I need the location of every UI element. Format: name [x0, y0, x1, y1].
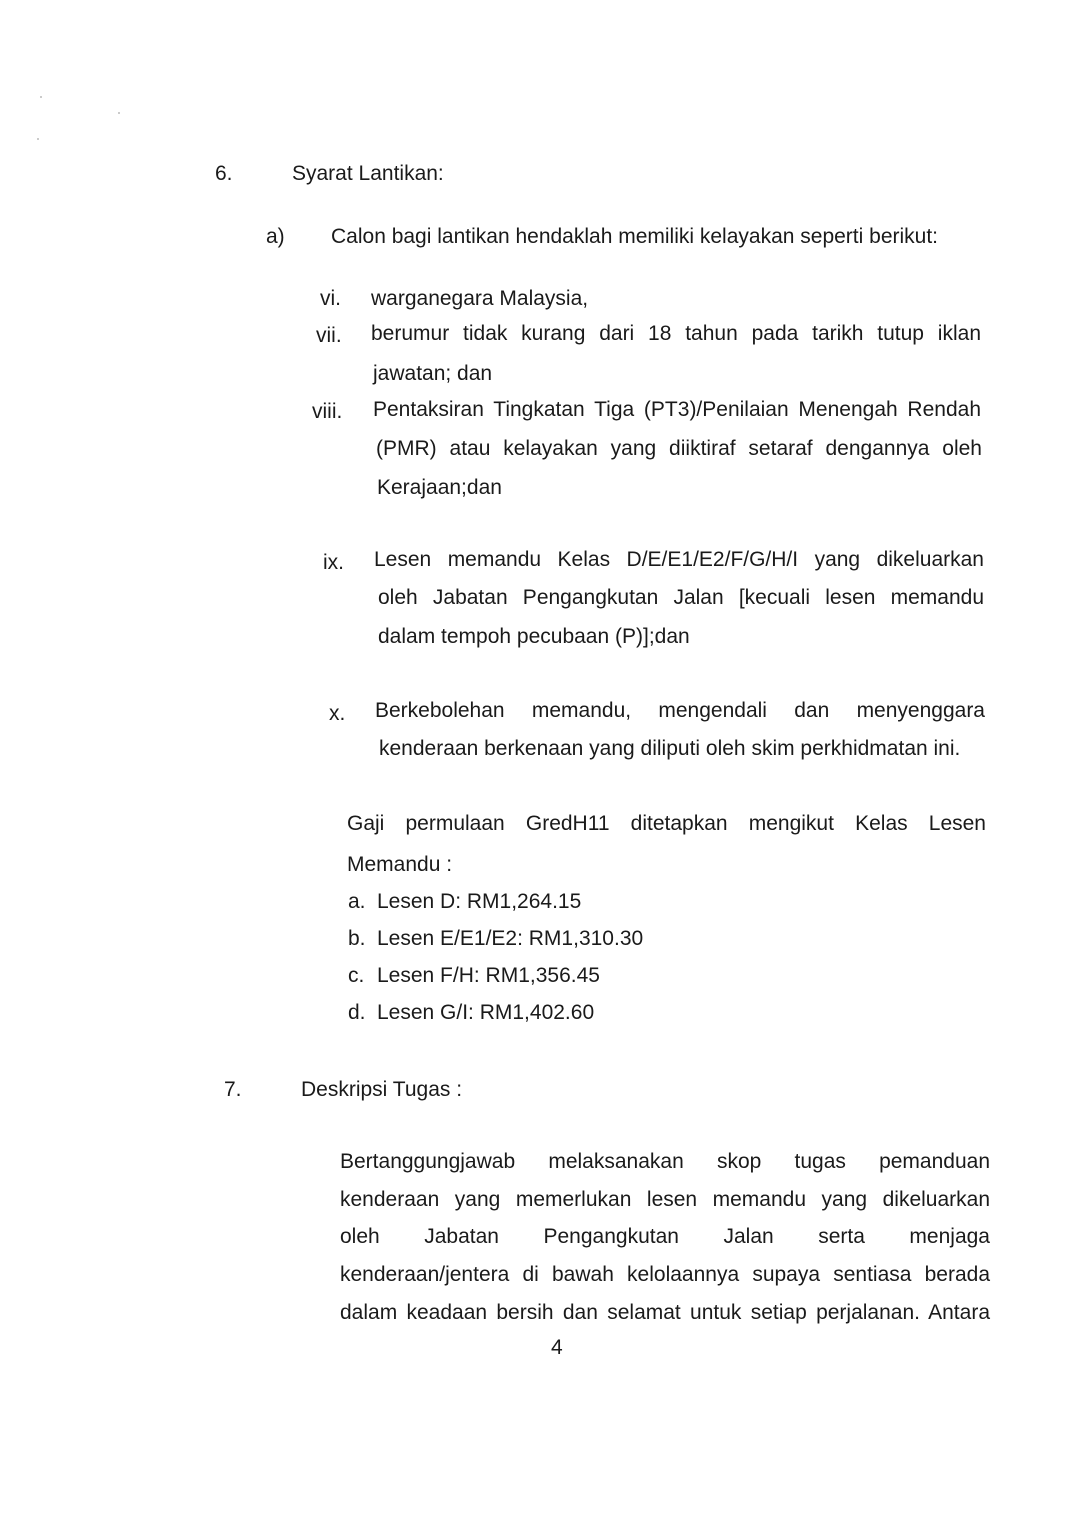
salary-entry-label: b.: [348, 927, 366, 950]
description-line: Bertanggungjawab melaksanakan skop tugas pemanduan: [340, 1150, 990, 1173]
item-numeral: ix.: [323, 551, 344, 574]
scan-speck: [118, 112, 120, 114]
description-line: kenderaan/jentera di bawah kelolaannya supaya sentiasa berada: [340, 1263, 990, 1286]
item-text: oleh Jabatan Pengangkutan Jalan [kecuali lesen memandu: [378, 586, 984, 609]
section-7-title: Deskripsi Tugas :: [301, 1078, 463, 1101]
item-text: Berkebolehan memandu, mengendali dan menyenggara: [375, 699, 985, 722]
description-line: oleh Jabatan Pengangkutan Jalan serta menjaga: [340, 1225, 990, 1248]
salary-entry-label: c.: [348, 964, 365, 987]
salary-entry: Lesen F/H: RM1,356.45: [377, 964, 600, 987]
sub-a-text: Calon bagi lantikan hendaklah memiliki kelayakan seperti berikut:: [331, 225, 939, 248]
section-6-number: 6.: [215, 162, 233, 185]
item-text: kenderaan berkenaan yang diliputi oleh skim perkhidmatan ini.: [379, 737, 961, 760]
salary-intro: Gaji permulaan GredH11 ditetapkan mengikut Kelas Lesen: [347, 812, 986, 835]
section-6-title: Syarat Lantikan:: [292, 162, 444, 185]
salary-entry: Lesen G/I: RM1,402.60: [377, 1001, 595, 1024]
item-text: warganegara Malaysia,: [371, 287, 589, 310]
item-text: Lesen memandu Kelas D/E/E1/E2/F/G/H/I yang dikeluarkan: [374, 548, 984, 571]
item-text: dalam tempoh pecubaan (P)];dan: [378, 625, 690, 648]
item-text: (PMR) atau kelayakan yang diiktiraf setaraf dengannya oleh: [376, 437, 982, 460]
page-number: 4: [551, 1336, 563, 1359]
item-numeral: x.: [329, 702, 346, 725]
salary-entry-label: d.: [348, 1001, 366, 1024]
description-line: kenderaan yang memerlukan lesen memandu yang dikeluarkan: [340, 1188, 990, 1211]
item-text: Pentaksiran Tingkatan Tiga (PT3)/Penilaian Menengah Rendah: [373, 398, 981, 421]
salary-entry-label: a.: [348, 890, 366, 913]
item-text: Kerajaan;dan: [377, 476, 502, 499]
section-7-number: 7.: [224, 1078, 242, 1101]
item-text: jawatan; dan: [373, 362, 493, 385]
item-numeral: viii.: [312, 400, 343, 423]
salary-entry: Lesen E/E1/E2: RM1,310.30: [377, 927, 644, 950]
scan-speck: [40, 96, 42, 98]
description-line: dalam keadaan bersih dan selamat untuk setiap perjalanan. Antara: [340, 1301, 990, 1324]
item-text: berumur tidak kurang dari 18 tahun pada tarikh tutup iklan: [371, 322, 981, 345]
scan-speck: [37, 138, 39, 140]
sub-a-label: a): [266, 225, 285, 248]
item-numeral: vii.: [316, 324, 342, 347]
item-numeral: vi.: [320, 287, 341, 310]
salary-intro: Memandu :: [347, 853, 453, 876]
salary-entry: Lesen D: RM1,264.15: [377, 890, 582, 913]
